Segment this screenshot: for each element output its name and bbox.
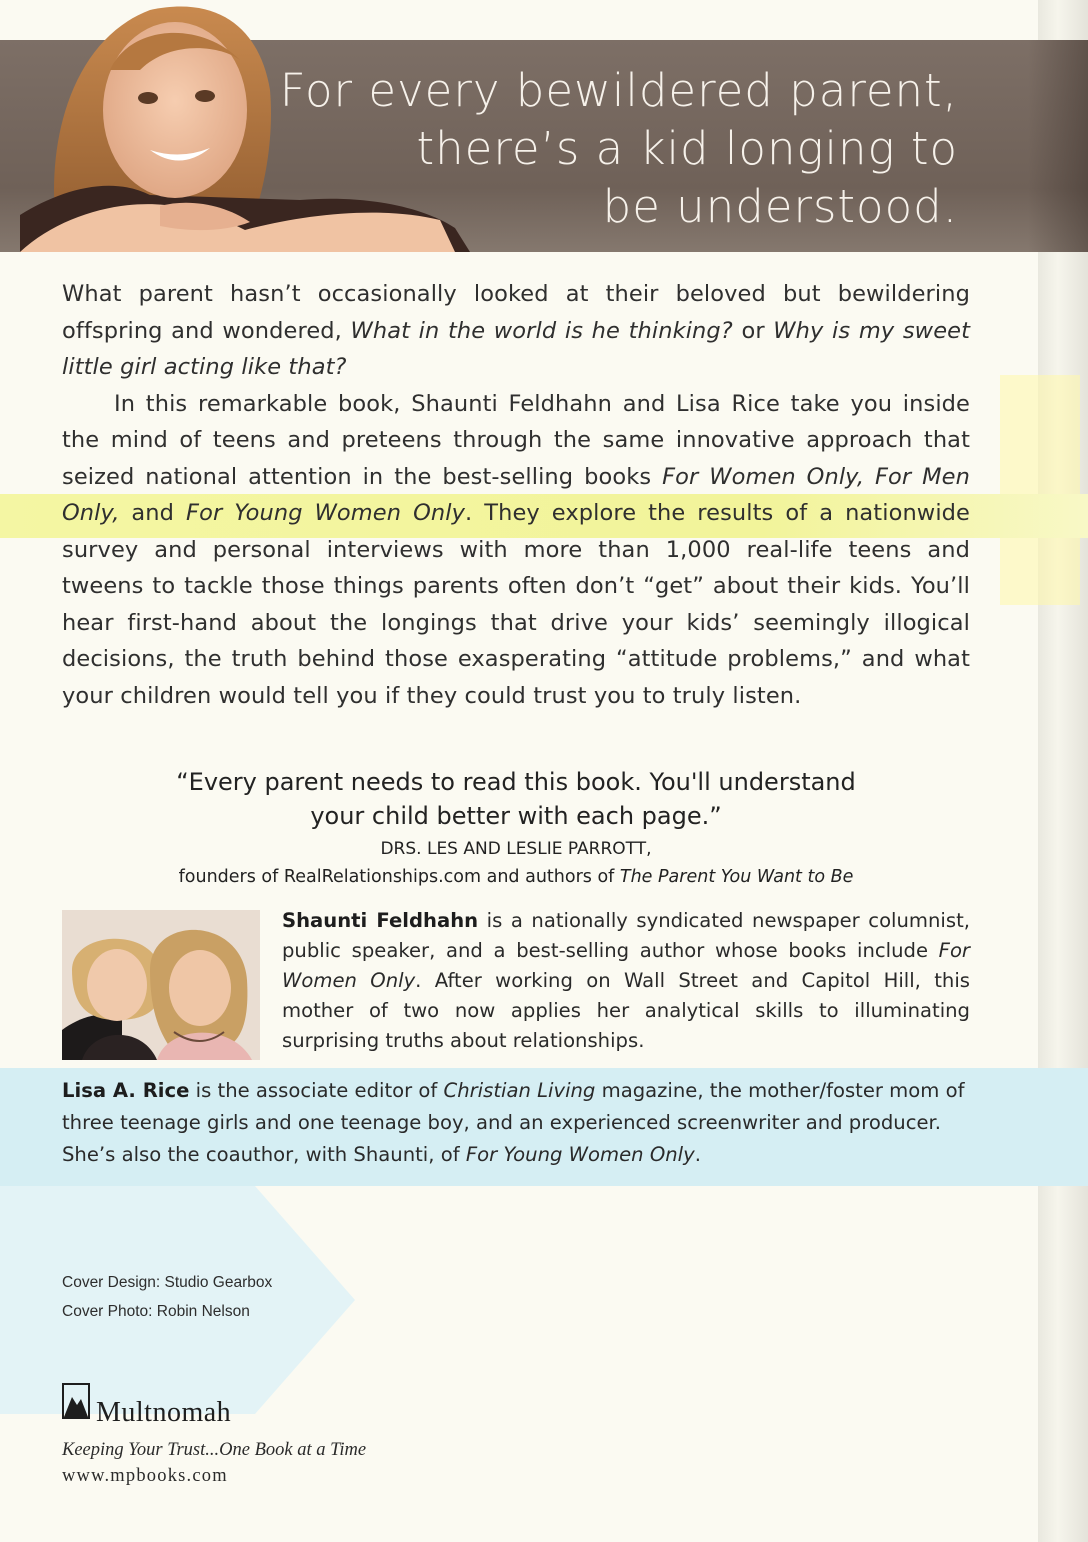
author-bio-feldhahn: Shaunti Feldhahn is a nationally syndicated newspaper columnist, public speaker, and a best-selling author whose books include For Women Only. After working on Wall Street and Capitol Hill, this mother of two now applies her analytical skills to illuminating surprising truths about relationships. — [282, 909, 970, 1052]
yellow-accent — [1000, 375, 1080, 605]
quote-attribution-name: DRS. LES AND LESLIE PARROTT, — [380, 839, 652, 859]
quote-line-1: “Every parent needs to read this book. You'll understand — [176, 768, 856, 796]
cover-credits — [62, 1268, 272, 1326]
authors-photo — [62, 910, 260, 1060]
cover-design-credit: Cover Design: Studio Gearbox — [62, 1274, 273, 1291]
cover-photo-credit: Cover Photo: Robin Nelson — [62, 1303, 250, 1320]
author-bio-rice: Lisa A. Rice is the associate editor of Christian Living magazine, the mother/foster mom of three teenage girls and one teenage boy, and an experienced screenwriter and producer. She’s also the coauthor, with Shaunti, of For Young Women Only. — [62, 1079, 965, 1166]
paragraph-1: What parent hasn’t occasionally looked at their beloved but bewildering offspring and wondered, What in the world is he thinking? or Why is my sweet little girl acting like that? — [62, 281, 970, 380]
quote-attribution-role: founders of RealRelationships.com and authors of The Parent You Want to Be — [178, 867, 854, 887]
paragraph-2: In this remarkable book, Shaunti Feldhahn and Lisa Rice take you inside the mind of teens and preteens through the same innovative approach that seized national attention in the best-selling books For Women Only, For Men Only, and For Young Women Only. They explore the results of a nationwide survey and personal interviews with more than 1,000 real-life teens and tweens to tackle those things parents often don’t “get” about their kids. You’ll hear first-hand about the longings that drive your kids’ seemingly illogical decisions, the truth behind those exasperating “attitude problems,” and what your children would tell you if they could trust you to truly listen. — [62, 390, 970, 709]
headline-line-1: For every bewildered parent, — [279, 64, 958, 117]
headline-line-3: be understood. — [602, 180, 958, 233]
description — [62, 276, 970, 714]
endorsement-quote — [62, 765, 970, 833]
publisher-name: Multnomah — [96, 1397, 232, 1428]
publisher-url: www.mpbooks.com — [62, 1466, 228, 1486]
headline — [258, 62, 958, 236]
publisher-tagline: Keeping Your Trust...One Book at a Time — [62, 1440, 367, 1460]
quote-line-2: your child better with each page.” — [310, 802, 722, 830]
headline-line-2: there’s a kid longing to — [416, 122, 958, 175]
multnomah-logo-icon — [62, 1383, 90, 1419]
